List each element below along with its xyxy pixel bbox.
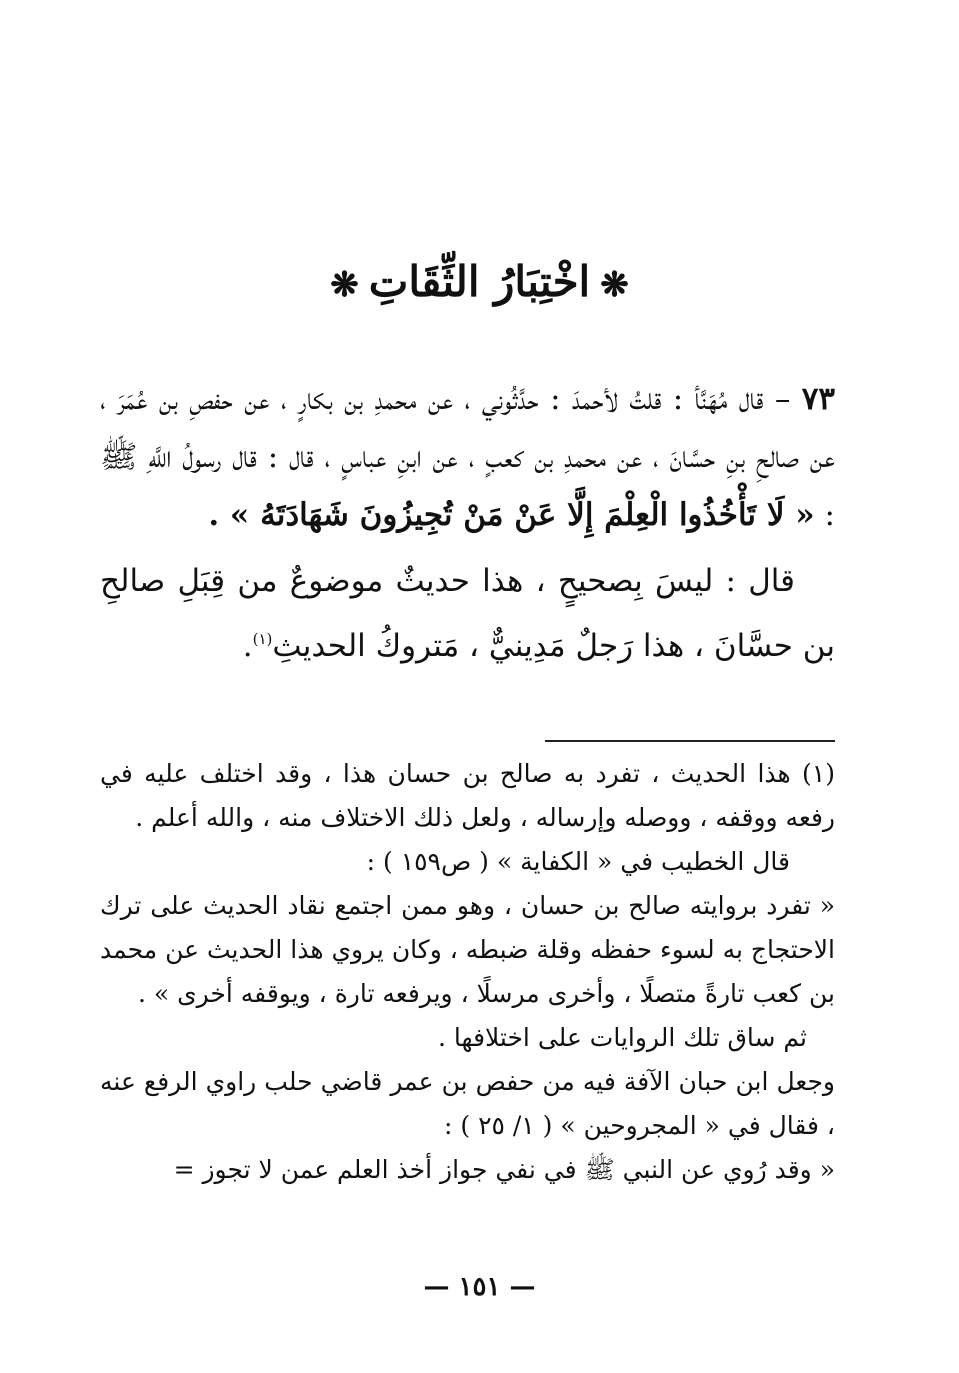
page-number: — ١٥١ — [423,1272,536,1302]
comment-paragraph [100,552,835,675]
footnote-line: ثم ساق تلك الروايات على اختلافها . [438,1023,807,1052]
footnote-line: وجعل ابن حبان الآفة فيه من حفص بن عمر قاضي حلب راوي الرفع عنه ، فقال في « المجروحين » ( ١/ ٢٥ ) : [100,1067,835,1140]
hadith-paragraph [100,370,835,544]
ornament-star-icon: ❋ [330,265,359,305]
entry-number: ٧٣ [801,381,835,417]
ornament-star-icon: ❋ [600,265,629,305]
entry-dash: – [774,381,791,417]
chapter-title-text: اخْتِبَارُ الثِّقَاتِ [368,257,591,306]
footnote-quote: « وقد رُوي عن النبي ﷺ في نفي جواز أخذ العلم عمن لا تجوز = [173,1155,835,1184]
hadith-matn: « لَا تَأْخُذُوا الْعِلْمَ إِلَّا عَنْ مَنْ تُجِيزُونَ شَهَادَتَهُ » . [208,497,815,533]
comment-end: . [242,628,253,664]
footnote-separator [545,740,835,742]
isnad-text: قال مُهَنَّأ : قلتُ لأحمدَ : حدَّثُوني ، عن محمدِ بن بكارٍ ، عن حفصِ بن عُمَرَ ، عن صالحِ بنِ حسَّانَ ، عن محمدِ بن كعبٍ ، عن ابنِ عباسٍ ، قال : قال رسولُ اللَّهِ ﷺ : [100,381,835,533]
footnote-1: (١) هذا الحديث ، تفرد به صالح بن حسان هذا ، وقد اختلف عليه في رفعه ووقفه ، ووصله وإرساله ، ولعل ذلك الاختلاف منه ، والله أعلم . [100,759,835,832]
footnote-line: قال الخطيب في « الكفاية » ( ص١٥٩ ) : [366,847,790,876]
comment-text: قال : ليسَ بِصحيحٍ ، هذا حديثٌ موضوعٌ من قِبَلِ صالحِ بن حسَّانَ ، هذا رَجلٌ مَدِينيٌّ ، مَتروكُ الحديثِ [100,563,835,664]
footnote-quote: « تفرد بروايته صالح بن حسان ، وهو ممن اجتمع نقاد الحديث على ترك الاحتجاج به لسوء حفظه وقلة ضبطه ، وكان يروي هذا الحديث عن محمد بن كعب تارةً متصلًا ، وأخرى مرسلًا ، ويرفعه تارة ، ويوقفه أخرى » . [100,891,835,1008]
footnotes-section [100,752,835,1192]
main-text [100,370,835,675]
footnote-reference: (١) [252,630,273,648]
chapter-title [0,252,959,315]
